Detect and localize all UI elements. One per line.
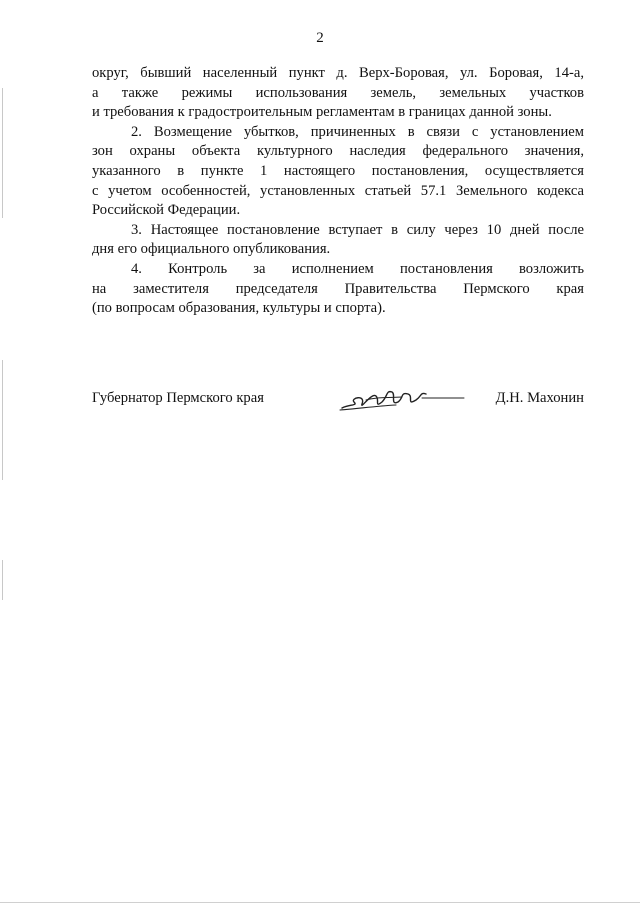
text-line: зон охраны объекта культурного наследия федерального значения, xyxy=(92,143,584,160)
text-line: с учетом особенностей, установленных статьей 57.1 Земельного кодекса xyxy=(92,182,584,199)
scan-edge-line xyxy=(2,560,3,600)
signer-name: Д.Н. Махонин xyxy=(495,390,584,406)
paragraph-item-4 xyxy=(92,260,584,319)
text-line: (по вопросам образования, культуры и спорта). xyxy=(92,300,386,317)
scan-edge-line xyxy=(2,88,3,218)
document-body xyxy=(92,64,584,319)
scan-edge-line xyxy=(2,360,3,480)
page-number: 2 xyxy=(316,30,324,46)
signer-position: Губернатор Пермского края xyxy=(92,390,264,406)
signature-block xyxy=(92,390,584,420)
scan-bottom-edge xyxy=(0,902,640,903)
text-line: указанного в пункте 1 настоящего постановления, осуществляется xyxy=(92,162,584,179)
text-line: 2. Возмещение убытков, причиненных в связи с установлением xyxy=(131,123,584,140)
text-line: и требования к градостроительным регламентам в границах данной зоны. xyxy=(92,104,552,121)
text-line: 4. Контроль за исполнением постановления возложить xyxy=(131,260,584,277)
paragraph-item-3 xyxy=(92,221,584,260)
text-line: округ, бывший населенный пункт д. Верх-Боровая, ул. Боровая, 14-а, xyxy=(92,65,584,81)
text-line: а также режимы использования земель, земельных участков xyxy=(92,84,584,101)
paragraph-continuation xyxy=(92,64,584,123)
text-line: на заместителя председателя Правительства Пермского края xyxy=(92,280,584,297)
paragraph-item-2 xyxy=(92,123,584,221)
text-line: Российской Федерации. xyxy=(92,202,241,219)
text-line: дня его официального опубликования. xyxy=(92,241,331,258)
handwritten-signature xyxy=(336,382,466,416)
text-line: 3. Настоящее постановление вступает в силу через 10 дней после xyxy=(131,221,584,238)
